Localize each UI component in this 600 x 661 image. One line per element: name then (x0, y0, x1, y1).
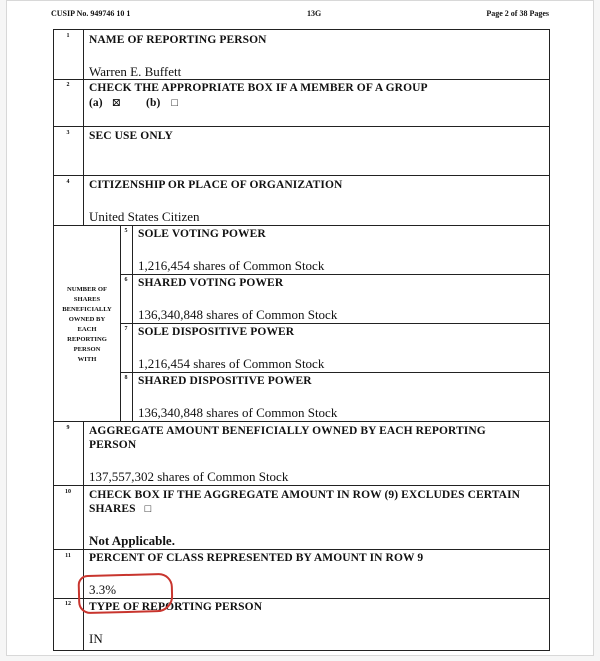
citizenship-value: United States Citizen (89, 209, 200, 224)
aggregate-amount-label-line2: PERSON (89, 439, 137, 451)
option-b-checkbox[interactable]: □ (171, 97, 179, 109)
group-options (89, 96, 178, 111)
sole-voting-power-value: 1,216,454 shares of Common Stock (138, 258, 325, 273)
cusip-number: CUSIP No. 949746 10 1 (51, 9, 131, 18)
row-number-9: 9 (66, 425, 70, 431)
aggregate-amount-value: 137,557,302 shares of Common Stock (89, 469, 289, 484)
group-member-label: CHECK THE APPROPRIATE BOX IF A MEMBER OF A GROUP (89, 82, 428, 94)
percent-of-class-value: 3.3% (89, 582, 117, 597)
red-highlight-circle (78, 573, 174, 614)
excludes-shares-label-line2: SHARES □ (89, 503, 152, 515)
type-of-reporting-person-value: IN (89, 631, 103, 646)
row-number-7: 7 (124, 326, 128, 332)
aggregate-amount-label-line1: AGGREGATE AMOUNT BENEFICIALLY OWNED BY EACH REPORTING (89, 425, 486, 437)
reporting-person-name: Warren E. Buffett (89, 64, 182, 79)
sole-dispositive-power-label: SOLE DISPOSITIVE POWER (138, 326, 295, 338)
row-number-4: 4 (66, 179, 70, 185)
excludes-shares-label-line1: CHECK BOX IF THE AGGREGATE AMOUNT IN ROW (9) EXCLUDES CERTAIN (89, 489, 521, 501)
sole-dispositive-power-value: 1,216,454 shares of Common Stock (138, 356, 325, 371)
option-a-label: (a) (89, 97, 103, 109)
row-number-2: 2 (66, 82, 70, 88)
shared-dispositive-power-label: SHARED DISPOSITIVE POWER (138, 375, 312, 387)
excludes-shares-checkbox[interactable]: □ (144, 503, 152, 515)
shared-voting-power-value: 136,340,848 shares of Common Stock (138, 307, 338, 322)
citizenship-label: CITIZENSHIP OR PLACE OF ORGANIZATION (89, 179, 343, 191)
row-number-10: 10 (65, 489, 71, 495)
percent-of-class-label: PERCENT OF CLASS REPRESENTED BY AMOUNT IN ROW 9 (89, 552, 424, 564)
sec-use-only-label: SEC USE ONLY (89, 130, 173, 142)
option-a-checkbox[interactable]: ⊠ (111, 97, 122, 109)
option-b-label: (b) (146, 97, 161, 109)
beneficial-ownership-side-label: NUMBER OF SHARES BENEFICIALLY OWNED BY EACH REPORTING PERSON WITH (62, 286, 112, 363)
row-number-1: 1 (66, 33, 70, 39)
sole-voting-power-label: SOLE VOTING POWER (138, 228, 266, 240)
shared-voting-power-label: SHARED VOTING POWER (138, 277, 284, 289)
excludes-shares-value: Not Applicable. (89, 533, 175, 548)
row-number-11: 11 (65, 553, 71, 559)
row-number-6: 6 (124, 277, 128, 283)
type-of-reporting-person-label: TYPE OF REPORTING PERSON (89, 601, 263, 613)
row-number-3: 3 (66, 130, 70, 136)
row-number-12: 12 (65, 601, 71, 607)
name-of-reporting-person-label: NAME OF REPORTING PERSON (89, 34, 267, 46)
row-number-5: 5 (124, 228, 128, 234)
shared-dispositive-power-value: 136,340,848 shares of Common Stock (138, 405, 338, 420)
page-number: Page 2 of 38 Pages (486, 9, 549, 18)
form-type: 13G (307, 9, 322, 18)
row-number-8: 8 (124, 375, 128, 381)
